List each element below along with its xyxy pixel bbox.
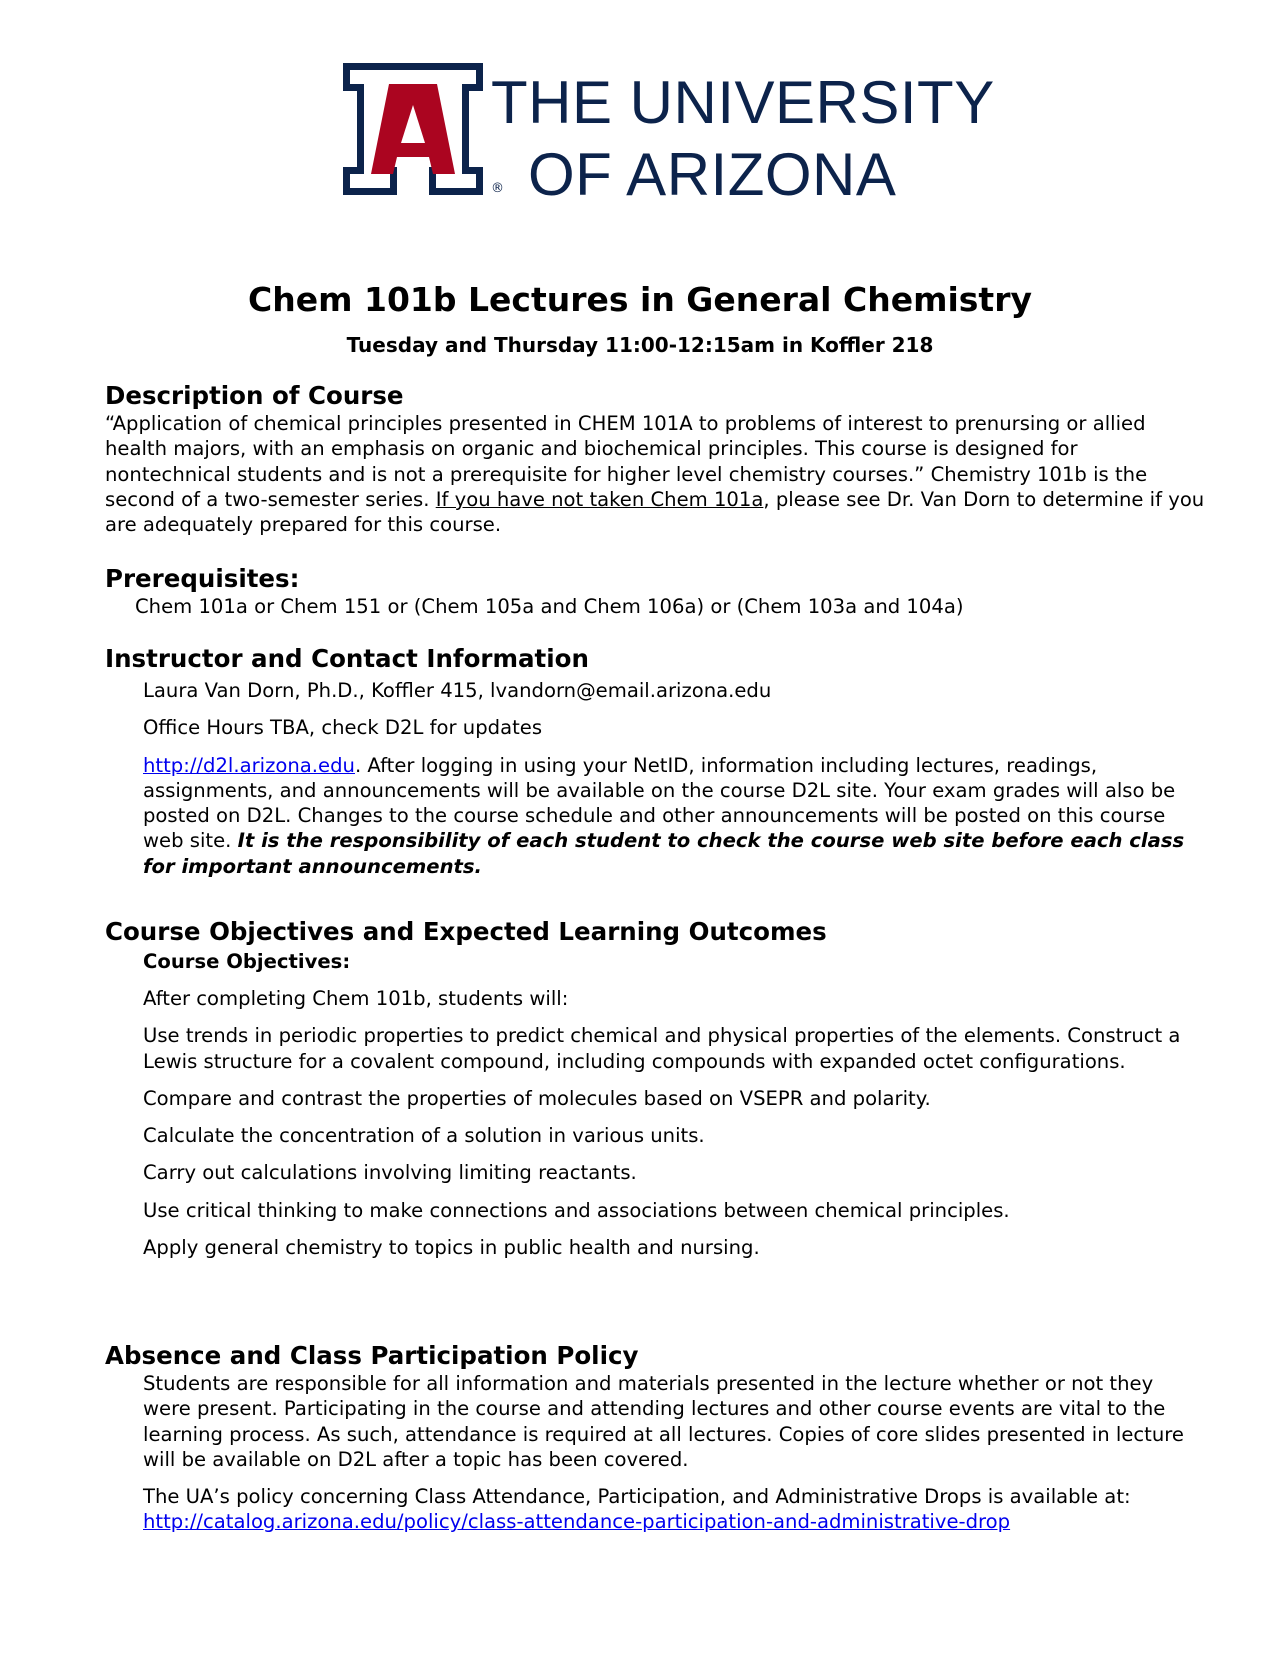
logo-line-2: OF ARIZONA [528,141,897,208]
objective-item: Carry out calculations involving limiting reactants. [143,1161,637,1185]
absence-heading: Absence and Class Participation Policy [105,1341,639,1370]
objectives-section [105,917,1205,1260]
prerequisites-heading: Prerequisites: [105,564,300,593]
description-series: Chemistry 101b is the second of a two-semester series. [105,462,1148,511]
d2l-link[interactable]: http://d2l.arizona.edu [143,753,355,777]
university-logo [343,63,995,208]
absence-policy-text: The UA’s policy concerning Class Attendance, Participation, and Administrative Drops is available at: [143,1485,1131,1509]
d2l-text: . After logging in using your NetID, information including lectures, readings, assignments, and announcements will be available on the course D2L site. Your exam grades will also be posted on D2L. Changes to the course schedule and other announcements will be posted on this course web site. [143,753,1176,853]
prerequisites-section [105,564,1205,619]
description-section [105,381,1205,537]
description-quote: “Application of chemical principles presented in CHEM 101A to problems of interest to prenursing or allied health majors, with an emphasis on organic and biochemical principles. This course is designed for nontechnical students and is not a prerequisite for higher level chemistry courses.” [105,412,1146,486]
registered-mark: ® [491,181,504,196]
logo-line-1: THE UNIVERSITY [491,69,995,136]
prerequisites-text: Chem 101a or Chem 151 or (Chem 105a and Chem 106a) or (Chem 103a and 104a) [135,595,964,618]
objective-item: Use critical thinking to make connections and associations between chemical principles. [143,1198,1010,1222]
description-body [105,411,1205,537]
objective-item: Calculate the concentration of a solution in various units. [143,1124,705,1148]
absence-para-2 [105,1484,1205,1535]
course-schedule: Tuesday and Thursday 11:00-12:15am in Koffler 218 [346,333,934,357]
instructor-section [105,644,1205,879]
description-heading: Description of Course [105,381,404,410]
objective-item: Apply general chemistry to topics in public health and nursing. [143,1236,760,1260]
d2l-emphasis: It is the responsibility of each student to check the course web site before each class for important announcements. [143,829,1185,878]
objectives-subheading: Course Objectives: [143,950,351,973]
d2l-info [105,753,1205,879]
policy-link[interactable]: http://catalog.arizona.edu/policy/class-attendance-participation-and-administrative-drop [143,1510,1011,1534]
absence-section [105,1341,1205,1535]
instructor-contact: Laura Van Dorn, Ph.D., Koffler 415, lvandorn@email.arizona.edu [143,679,772,702]
objective-item: Use trends in periodic properties to predict chemical and physical properties of the elements. Construct a Lewis structure for a covalent compound, including compounds with expanded octet configurations. [143,1024,1181,1073]
description-after: , please see Dr. Van Dorn to determine if you are adequately prepared for this course. [105,487,1205,537]
instructor-heading: Instructor and Contact Information [105,644,589,673]
block-a-logo-icon [343,63,483,195]
objective-item: Compare and contrast the properties of molecules based on VSEPR and polarity. [143,1086,931,1110]
objectives-intro: After completing Chem 101b, students will: [143,987,569,1010]
absence-para-1: Students are responsible for all information and materials presented in the lecture whether or not they were present. Participating in the course and attending lectures and other course events are vital to the learning process. As such, attendance is required at all lectures. Copies of core slides presented in lecture will be available on D2L after a topic has been covered. [143,1372,1184,1471]
description-underlined: If you have not taken Chem 101a [435,487,764,511]
course-title: Chem 101b Lectures in General Chemistry [248,280,1032,319]
office-hours: Office Hours TBA, check D2L for updates [143,716,543,740]
objectives-heading: Course Objectives and Expected Learning Outcomes [105,917,827,946]
